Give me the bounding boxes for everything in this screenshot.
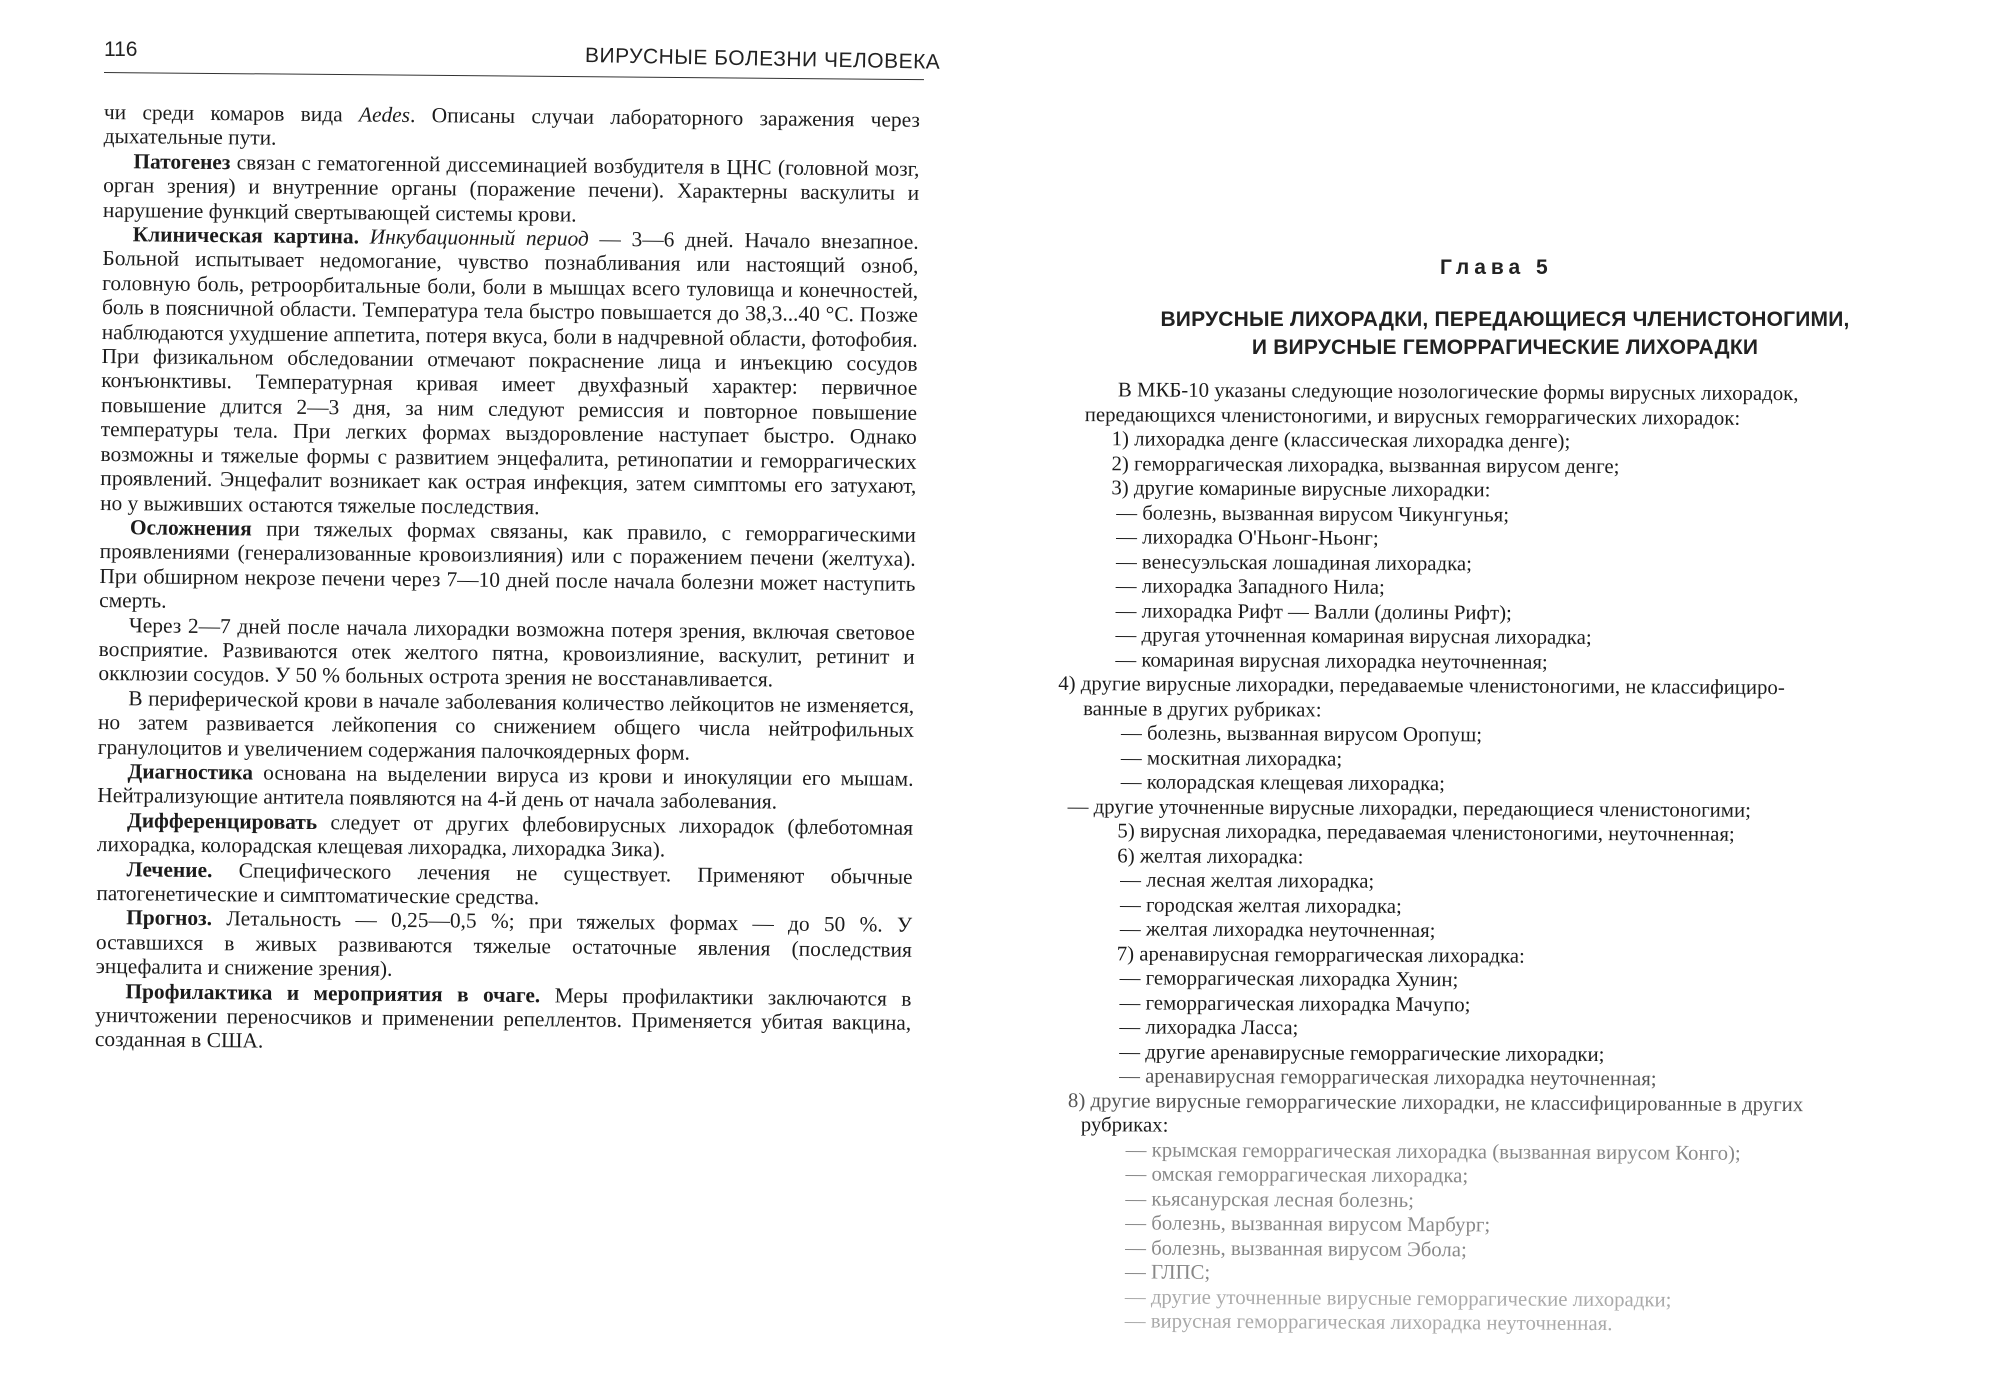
paragraph-vision: Через 2—7 дней после начала лихорадки возможна потеря зрения, включая световое восприятие. Развиваются отек желтого пятна, кровоизлияние, васкулит, ретинит и окклюзии сосудов. У 50 % больных острота зрения не восстанавливается. [98,612,916,692]
list-subitem: — лихорадка Западного Нила; [1115,574,1385,599]
paragraph-differential: Дифференцировать следует от других флебовирусных лихорадок (флеботомная лихорадка, колорадская клещевая лихорадка, лихорадка Зика). [96,808,914,862]
incubation-term: Инкубационный период [358,224,589,251]
running-header-title: ВИРУСНЫЕ БОЛЕЗНИ ЧЕЛОВЕКА [584,44,941,74]
list-subitem: — болезнь, вызванная вирусом Эбола; [1125,1235,1467,1261]
section-lead-complications: Осложнения [129,515,252,541]
list-subitem: — лесная желтая лихорадка; [1120,868,1375,893]
list-subitem: — ГЛПС; [1124,1260,1211,1284]
list-subitem: — комариная вирусная лихорадка неуточненная; [1115,647,1548,674]
list-subitem: — омская геморрагическая лихорадка; [1125,1162,1469,1188]
list-item: 7) аренавирусная геморрагическая лихорадка: [1116,941,1525,968]
section-lead-diagnostics: Диагностика [127,759,254,785]
chapter-title [1110,306,1900,362]
paragraph-clinical-picture: Клиническая картина. Инкубационный период — 3—6 дней. Начало внезапное. Больной испытывает недомогание, чувство познабливания или настоящий озноб, головную боль, ретроорбитальные боли, боли в мышцах всего туловища и конечностей, боль в поясничной области. Температура тела быстро повышается до 38,3...40 °С. Позже наблюдаются ухудшение аппетита, потеря вкуса, боли в надчревной области, фотофобия. При физикальном обследовании отмечают покраснение лица и инъекцию сосудов конъюнктивы. Температурная кривая имеет двухфазный характер: первичное повышение длится 2—3 дня, за ним следуют ремиссия и повторное повышение температуры тела. При легких формах выздоровление наступает быстро. Однако возможны и тяжелые формы с развитием энцефалита, ретинопатии и геморрагических проявлений. Энцефалит возникает как острая инфекция, затем симптомы его затухают, но у выживших остаются тяжелые последствия. [100,222,919,519]
list-subitem: — болезнь, вызванная вирусом Марбург; [1125,1211,1491,1237]
header-rule [104,72,924,80]
intro-line: В МКБ-10 указаны следующие нозологические формы вирусных лихорадок, [1117,378,1799,406]
section-lead-clinical: Клиническая картина. [132,222,360,249]
list-item: 3) другие комариные вирусные лихорадки: [1111,476,1491,502]
list-item-continuation: рубриках: [1080,1113,1169,1137]
list-subitem: — аренавирусная геморрагическая лихорадка неуточненная; [1119,1064,1657,1091]
list-subitem: — венесуэльская лошадиная лихорадка; [1115,549,1473,575]
list-item-continuation: ванные в других рубриках: [1083,696,1322,721]
paragraph-pathogenesis: Патогенез связан с гематогенной диссеминацией возбудителя в ЦНС (головной мозг, орган зрения) и внутренние органы (поражение печени). Характерны васкулиты и нарушение функций свертывающей системы крови. [102,149,920,227]
section-lead-pathogenesis: Патогенез [133,149,231,175]
list-subitem: — геморрагическая лихорадка Мачупо; [1119,990,1471,1016]
chapter-title-line: ВИРУСНЫЕ ЛИХОРАДКИ, ПЕРЕДАЮЩИЕСЯ ЧЛЕНИСТОНОГИМИ, [1160,308,1850,331]
list-subitem: — кьясанурская лесная болезнь; [1125,1186,1414,1212]
list-item: 2) геморрагическая лихорадка, вызванная вирусом денге; [1111,451,1620,478]
paragraph-complications: Осложнения при тяжелых формах связаны, как правило, с геморрагическими проявлениями (генерализованные кровоизлияния) или с поражением печени (желтуха). При обширном некрозе печени через 7—10 дней после начала болезни может наступить смерть. [99,515,916,613]
list-subitem: — болезнь, вызванная вирусом Оропуш; [1120,721,1483,747]
page-number: 116 [104,38,138,61]
list-subitem: — колорадская клещевая лихорадка; [1120,770,1446,796]
paragraph-prognosis: Прогноз. Летальность — 0,25—0,5 %; при тяжелых формах — до 50 %. У оставшихся в живых развиваются тяжелые остаточные явления (последствия энцефалита и снижение зрения). [95,905,913,982]
list-subitem: — другие уточненные вирусные геморрагические лихорадки; [1124,1284,1672,1311]
list-subitem: — желтая лихорадка неуточненная; [1119,917,1436,943]
left-body-text [95,100,920,1060]
list-item: 5) вирусная лихорадка, передаваемая членистоногими, неуточненная; [1117,819,1735,846]
list-subitem: — москитная лихорадка; [1120,745,1343,771]
paragraph-prevention: Профилактика и мероприятия в очаге. Меры профилактики заключаются в уничтожении переносчиков и применении репеллентов. Применяется убитая вакцина, созданная в США. [94,978,912,1054]
paragraph-diagnostics: Диагностика основана на выделении вируса из крови и инокуляции его мышам. Нейтрализующие антитела появляются на 4-й день от начала заболевания. [97,759,914,814]
list-item: 6) желтая лихорадка: [1117,843,1304,868]
list-subitem: — лихорадка Рифт — Валли (долины Рифт); [1115,598,1512,625]
list-subitem: — городская желтая лихорадка; [1119,892,1402,918]
list-subitem: — другие аренавирусные геморрагические лихорадки; [1119,1039,1605,1066]
list-subitem: — геморрагическая лихорадка Хунин; [1119,966,1459,992]
chapter-title-line: И ВИРУСНЫЕ ГЕМОРРАГИЧЕСКИЕ ЛИХОРАДКИ [1251,336,1759,359]
list-item: 8) другие вирусные геморрагические лихорадки, не классифицированные в других [1067,1088,1804,1116]
paragraph-vectors: чи среди комаров вида Aedes. Описаны случаи лабораторного заражения через дыхательные пути. [103,100,920,151]
section-lead-prognosis: Прогноз. [126,905,213,931]
list-subitem: — лихорадка Ласса; [1119,1015,1299,1040]
list-subitem: — другая уточненная комариная вирусная лихорадка; [1115,623,1592,649]
list-subitem: — вирусная геморрагическая лихорадка неуточненная. [1124,1309,1613,1336]
paragraph-blood: В периферической крови в начале заболевания количество лейкоцитов не изменяется, но затем развивается лейкопения со снижением общего числа нейтрофильных гранулоцитов и увеличением содержания палочкоядерных форм. [97,686,915,765]
icd-list [1055,378,1930,1338]
list-subitem: — лихорадка О'Ньонг-Ньонг; [1116,525,1379,550]
chapter-label: Глава 5 [1440,256,1553,279]
species-name: Aedes [358,102,411,127]
intro-line: передающихся членистоногими, и вирусных геморрагических лихорадок: [1084,402,1741,430]
paragraph-treatment: Лечение. Специфического лечения не существует. Применяют обычные патогенетические и симптоматические средства. [96,856,913,910]
section-lead-treatment: Лечение. [126,856,213,882]
list-subitem: — болезнь, вызванная вирусом Чикунгунья; [1116,500,1510,527]
list-subitem: — другие уточненные вирусные лихорадки, передающиеся членистоногими; [1067,794,1751,822]
list-subitem: — крымская геморрагическая лихорадка (вызванная вирусом Конго); [1125,1137,1741,1165]
section-lead-differential: Дифференцировать [126,808,318,834]
section-lead-prevention: Профилактика и мероприятия в очаге. [125,978,541,1007]
list-item: 4) другие вирусные лихорадки, передаваемые членистоногими, не классифициро- [1058,671,1785,700]
list-item: 1) лихорадка денге (классическая лихорадка денге); [1111,427,1571,453]
